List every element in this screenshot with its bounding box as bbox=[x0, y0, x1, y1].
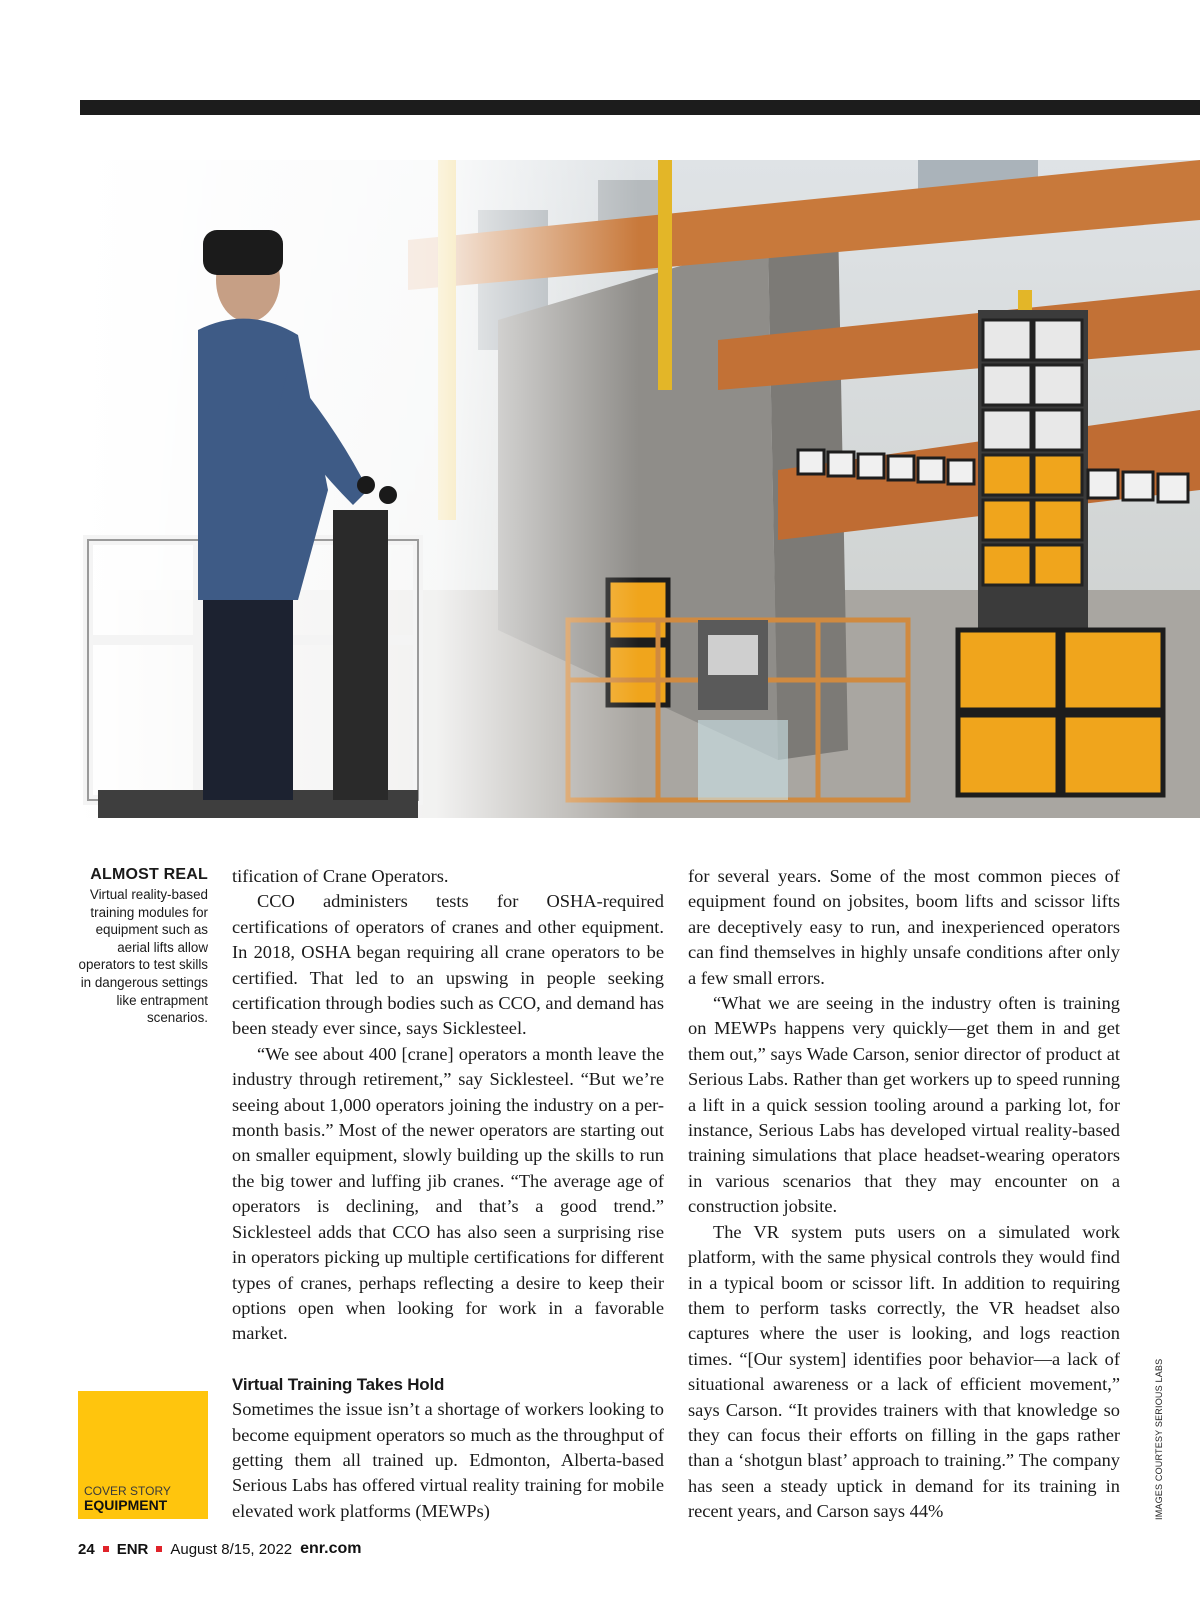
separator-square bbox=[103, 1546, 109, 1552]
paragraph: The VR system puts users on a simulated work platform, with the same physical controls they would find in a typical boom or scissor lift. In addition to requiring them to perform tasks correctly, the VR headset also captures where the user is looking, and logs reaction times. “[Our system] identifies poor behavior—a lack of situational awareness or a lack of efficient movement,” says Carson. “It provides trainers with that knowledge so they can focus their efforts on filling in the gaps rather than a ‘shotgun blast’ approach to training.” The company has seen a steady uptick in demand for its training in recent years, and Carson says 44% bbox=[688, 1221, 1120, 1522]
caption-title: ALMOST REAL bbox=[90, 866, 208, 883]
paragraph: tification of Crane Operators. bbox=[232, 866, 449, 886]
issue-date: August 8/15, 2022 bbox=[170, 1540, 293, 1558]
top-rule bbox=[80, 100, 1200, 115]
website-link[interactable]: enr.com bbox=[300, 1540, 362, 1557]
caption-body: Virtual reality-based training modules for equipment such as aerial lifts allow operators to test skills in dangerous settings like entrapment scenarios. bbox=[78, 887, 208, 1026]
publication-name: ENR bbox=[116, 1540, 149, 1558]
separator-square bbox=[156, 1546, 162, 1552]
paragraph: Sometimes the issue isn’t a shortage of workers looking to become equipment operators so much as the throughput of getting them all trained up. Edmonton, Alberta-based Serious Labs has offered virtual reality training for mobile elevated work platforms (MEWPs) bbox=[232, 1399, 664, 1521]
vr-training-photo bbox=[78, 160, 1200, 818]
vr-scene-illustration bbox=[78, 160, 1200, 818]
section-badge bbox=[78, 1391, 208, 1519]
page-number: 24 bbox=[78, 1540, 95, 1558]
badge-section: EQUIPMENT bbox=[84, 1497, 168, 1513]
paragraph: for several years. Some of the most common pieces of equipment found on jobsites, boom lifts and scissor lifts are deceptively easy to run, and inexperienced operators can find themselves in highly unsafe conditions after only a few small errors. bbox=[688, 866, 1120, 988]
photo-caption bbox=[78, 866, 208, 1027]
paragraph: “What we are seeing in the industry often is training on MEWPs happens very quickly—get them in and get them out,” says Wade Carson, senior director of product at Serious Labs. Rather than get workers up to speed running a lift in a quick session tooling around a parking lot, for instance, Serious Labs has developed virtual reality-based training simulations that place headset-wearing operators in various scenarios that they may encounter on a construction jobsite. bbox=[688, 993, 1120, 1217]
badge-kicker: COVER STORY bbox=[84, 1484, 171, 1498]
article-column-2 bbox=[688, 864, 1120, 1525]
photo-credit: IMAGES COURTESY SERIOUS LABS bbox=[1154, 1358, 1164, 1520]
paragraph: “We see about 400 [crane] operators a month leave the industry through retirement,” say Sicklesteel. “But we’re seeing about 1,000 operators joining the industry on a per-month basis.” Most of the newer operators are starting out on smaller equipment, slowly building up the skills to run the big tower and luffing jib cranes. “The average age of operators is declining, and that’s a good trend.” Sicklesteel adds that CCO has also seen a surprising rise in operators picking up multiple certifications for different types of cranes, perhaps reflecting a desire to keep their options open when looking for work in a favorable market. bbox=[232, 1043, 664, 1344]
section-subhead: Virtual Training Takes Hold bbox=[232, 1374, 445, 1394]
article-column-1 bbox=[232, 864, 664, 1524]
page-footer bbox=[78, 1540, 361, 1558]
paragraph: CCO administers tests for OSHA-required certifications of operators of cranes and other equipment. In 2018, OSHA began requiring all crane operators to be certified. That led to an upswing in people seeking certification through bodies such as CCO, and demand has been steady ever since, says Sicklesteel. bbox=[232, 891, 664, 1039]
